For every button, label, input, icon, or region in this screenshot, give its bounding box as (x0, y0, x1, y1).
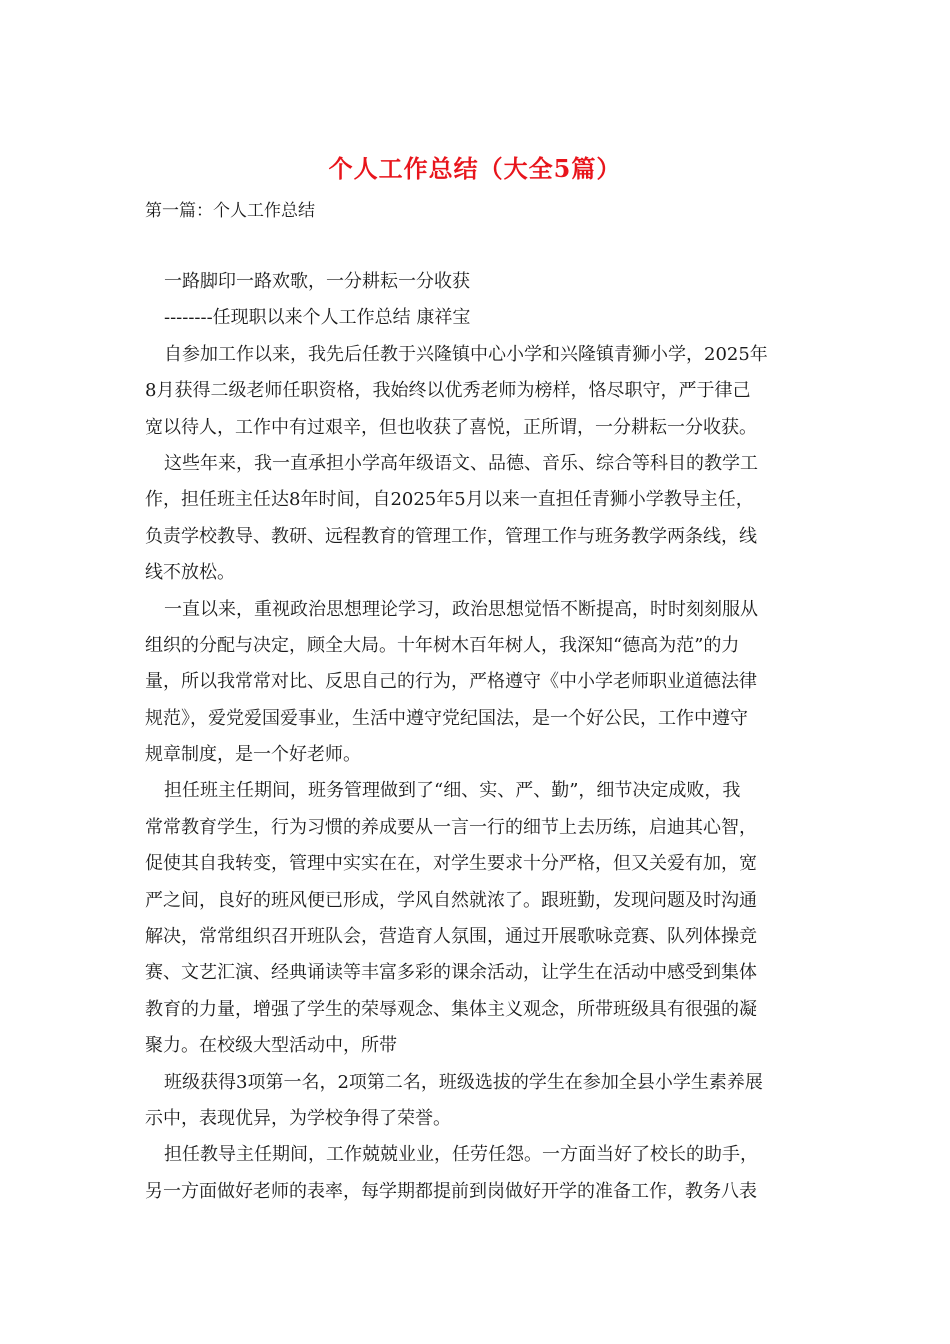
text-line: 促使其自我转变，管理中实实在在，对学生要求十分严格，但又关爱有加，宽 (145, 853, 757, 875)
text-line: 规范》，爱党爱国爱事业，生活中遵守党纪国法，是一个好公民，工作中遵守 (145, 707, 748, 729)
text-line: 教育的力量，增强了学生的荣辱观念、集体主义观念，所带班级具有很强的凝 (145, 998, 757, 1020)
text-line: 另一方面做好老师的表率，每学期都提前到岗做好开学的准备工作，教务八表 (145, 1180, 757, 1202)
text-line: 线不放松。 (145, 562, 235, 584)
text-line: 聚力。在校级大型活动中，所带 (145, 1035, 397, 1057)
text-line: 赛、文艺汇演、经典诵读等丰富多彩的课余活动，让学生在活动中感受到集体 (145, 962, 757, 984)
text-line: 负责学校教导、教研、远程教育的管理工作，管理工作与班务教学两条线，线 (145, 525, 757, 547)
text-line: 一路脚印一路欢歌，一分耕耘一分收获 (164, 271, 470, 292)
text-line: 一直以来，重视政治思想理论学习，政治思想觉悟不断提高，时时刻刻服从 (164, 598, 758, 620)
text-line: 自参加工作以来，我先后任教于兴隆镇中心小学和兴隆镇青狮小学，2025年 (164, 343, 768, 365)
text-line: 示中，表现优异，为学校争得了荣誉。 (145, 1107, 451, 1129)
text-line: 组织的分配与决定，顾全大局。十年树木百年树人，我深知“德高为范”的力 (145, 634, 740, 656)
text-line: 量，所以我常常对比、反思自己的行为，严格遵守《中小学老师职业道德法律 (145, 671, 757, 693)
document-title: 个人工作总结（大全5篇） (328, 154, 622, 183)
body-text (145, 264, 807, 1210)
text-line: 担任教导主任期间，工作兢兢业业，任劳任怨。一方面当好了校长的助手， (164, 1144, 758, 1166)
text-line: 担任班主任期间，班务管理做到了“细、实、严、勤”，细节决定成败，我 (164, 780, 741, 802)
text-line: 8月获得二级老师任职资格，我始终以优秀老师为榜样，恪尽职守，严于律己 (145, 380, 751, 402)
section-heading: 第一篇：个人工作总结 (145, 201, 315, 221)
text-line: 严之间，良好的班风便已形成，学风自然就浓了。跟班勤，发现问题及时沟通 (145, 889, 757, 911)
text-line: --------任现职以来个人工作总结 康祥宝 (164, 307, 471, 329)
text-line: 这些年来，我一直承担小学高年级语文、品德、音乐、综合等科目的教学工 (164, 452, 758, 474)
text-line: 班级获得3项第一名，2项第二名，班级选拔的学生在参加全县小学生素养展 (164, 1071, 763, 1093)
text-line: 规章制度，是一个好老师。 (145, 744, 361, 766)
text-line: 常常教育学生，行为习惯的养成要从一言一行的细节上去历练，启迪其心智， (145, 816, 757, 838)
text-line: 作，担任班主任达8年时间，自2025年5月以来一直担任青狮小学教导主任， (145, 489, 754, 511)
text-line: 解决，常常组织召开班队会，营造育人氛围，通过开展歌咏竞赛、队列体操竞 (145, 926, 757, 948)
text-line: 宽以待人，工作中有过艰辛，但也收获了喜悦，正所谓，一分耕耘一分收获。 (145, 416, 757, 438)
